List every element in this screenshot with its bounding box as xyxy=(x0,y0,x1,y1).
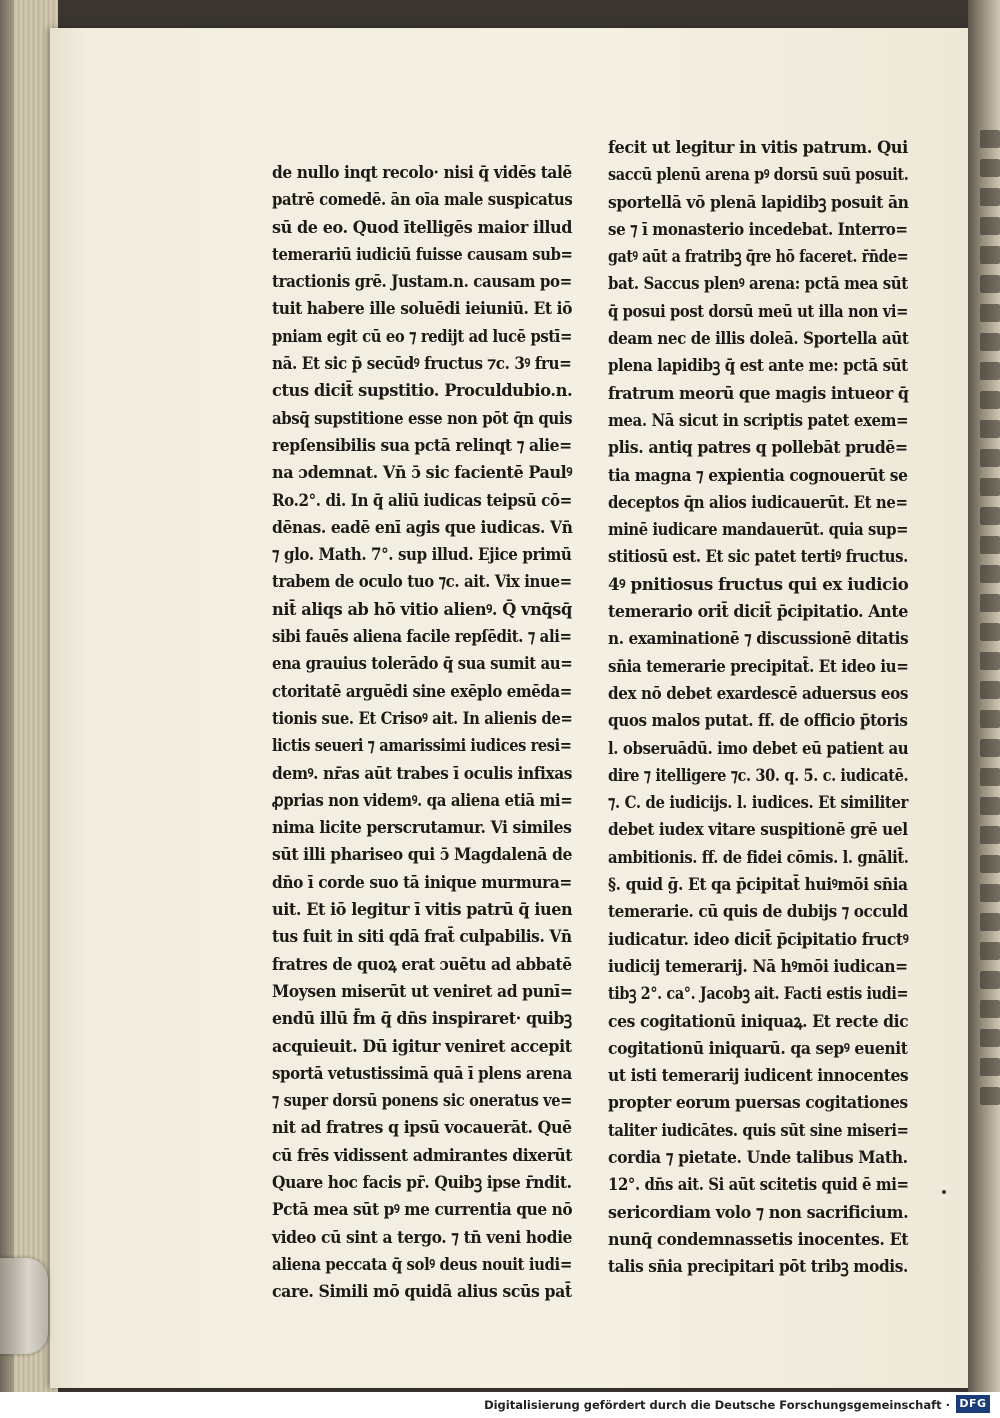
text-line: taliter iudicātes. quis sūt sine miseri= xyxy=(608,1120,909,1141)
text-line: uit. Et iō legitur ī vitis patrū q̄ iuen xyxy=(272,900,573,921)
text-line: nima licite perscrutamur. Vi similes xyxy=(272,818,572,839)
text-line: n. examinationē ⁊ discussionē ditatis xyxy=(608,629,909,650)
text-line: tibꝫ 2°. ca°. Jacobꝫ ait. Facti estis iudi= xyxy=(608,984,909,1005)
text-line: absq̄ supstitione esse non pōt q̄n quis xyxy=(272,408,573,429)
text-line: gatꝰ aūt a fratribꝫ q̄re hō faceret. r̄n̄de= xyxy=(608,247,909,268)
text-line: sibi fauēs aliena facile repſēdit. ⁊ ali= xyxy=(272,627,572,648)
text-line: q̄ posui post dorsū meū ut illa non vi= xyxy=(608,301,909,322)
footer-credit: Digitalisierung gefördert durch die Deutsche Forschungsgemeinschaft · xyxy=(484,1398,950,1412)
text-line: deam nec de illis doleā. Sportella aūt xyxy=(608,329,909,350)
page-clip xyxy=(0,1258,48,1354)
text-line: nit̄ aliqs ab hō vitio alienꝰ. Q̄ vnq̄sq̄ xyxy=(272,599,572,620)
text-line: ces cogitationū iniquaꝝ. Et recte dic xyxy=(608,1011,909,1032)
text-line: ⁊ super dorsū ponens sic oneratus ve= xyxy=(272,1091,573,1112)
text-line: demꝰ. nr̄as aūt trabes ī oculis infixas xyxy=(272,763,573,784)
text-line: pniam egit cū eo ⁊ redijt ad lucē pstī= xyxy=(272,326,573,347)
text-line: patrē comedē. ān oīa male suspicatus xyxy=(272,190,573,211)
text-line: propter eorum puersas cogitationes xyxy=(608,1093,908,1114)
text-line: sportellā vō plenā lapidibꝫ posuit ān xyxy=(608,192,909,213)
text-line: cogitationū iniquarū. qa sepꝰ euenit xyxy=(608,1038,908,1059)
text-line: dex nō debet exardescē aduersus eos xyxy=(608,683,909,704)
text-line: deceptos q̄n alios iudicauerūt. Et ne= xyxy=(608,492,908,513)
text-line: sericordiam volo ⁊ non sacrificium. xyxy=(608,1202,909,1223)
text-line: nunq̄ condemnassetis inocentes. Et xyxy=(608,1229,909,1250)
neighbour-page-text xyxy=(980,130,1000,1150)
text-line: tia magna ⁊ expientia cognouerūt se xyxy=(608,465,908,486)
text-line: iudicij temerarij. Nā hꝰmōi iudican= xyxy=(608,956,908,977)
text-line: talis sn̄ia precipitari pōt tribꝫ modis. xyxy=(608,1257,908,1278)
text-line: cū frēs vidissent admirantes dixerūt xyxy=(272,1145,573,1166)
text-line: §. quid ḡ. Et qa p̄cipitat̄ huiꝰmōi sn̄ia xyxy=(608,875,908,896)
text-line: ctus dicit̄ supstitio. Proculdubio.n. xyxy=(272,381,573,402)
text-line: lictis seueri ⁊ amarissimi iudices resi= xyxy=(272,736,572,757)
text-line: dn̄o ī corde suo tā inique murmura= xyxy=(272,872,572,893)
text-column-right xyxy=(608,135,908,1281)
text-line: se ⁊ ī monasterio incedebat. Interro= xyxy=(608,219,908,240)
text-line: 12°. dn̄s ait. Si aūt scitetis quid ē mi= xyxy=(608,1175,909,1196)
text-line: acquieuit. Dū igitur veniret accepit xyxy=(272,1036,572,1057)
text-line: ut isti temerarij iudicent innocentes xyxy=(608,1066,909,1087)
text-line: tuit habere ille soluēdi ieiuniū. Et iō xyxy=(272,299,573,320)
text-line: fecit ut legitur in vitis patrum. Qui xyxy=(608,138,908,158)
text-line: na ɔdemnat. Vn̄ ɔ̄ sic facientē Paulꝰ xyxy=(272,463,573,484)
text-line: cordia ⁊ pietate. Unde talibus Math. xyxy=(608,1147,908,1168)
text-line: temerario orit̄ dicit̄ p̄cipitatio. Ante xyxy=(608,602,908,623)
text-line: stitiosū est. Et sic patet tertiꝰ fructus. xyxy=(608,547,908,568)
text-line: endū illū f̄m q̄ dn̄s inspiraret· quibꝫ xyxy=(272,1009,572,1030)
text-line: care. Simili mō quidā alius scūs pat̄ xyxy=(272,1282,572,1303)
text-line: mea. Nā sicut in scriptis patet exem= xyxy=(608,410,909,431)
text-line: fratrum meorū que magis intueor q̄ xyxy=(608,383,909,404)
text-line: de nullo inqt recolo· nisi q̄ vidēs talē xyxy=(272,163,572,183)
text-line: dēnas. eadē enī agis que iudicas. Vn̄ xyxy=(272,517,573,538)
text-line: bat. Saccus plenꝰ arena: pctā mea sūt xyxy=(608,274,908,295)
text-line: Ro.2°. di. In q̄ aliū iudicas teipsū cō= xyxy=(272,490,572,511)
text-line: debet iudex vitare suspitionē grē uel xyxy=(608,820,908,841)
page-edge-shadow xyxy=(0,0,14,1392)
text-line: plis. antiq patres q pollebāt prudē= xyxy=(608,438,908,459)
text-line: ⁊. C. de iudicijs. l. iudices. Et similiter xyxy=(608,793,908,814)
text-line: fratres de quoꝝ erat ɔuētu ad abbatē xyxy=(272,954,572,975)
text-line: sūt illi phariseo qui ɔ̄ Magdalenā de xyxy=(272,845,573,866)
text-line: iudicatur. ideo dicit̄ p̄cipitatio fructꝰ xyxy=(608,929,909,950)
text-line: 4ꝰ pnitiosus fructus qui ex iudicio xyxy=(608,574,909,595)
text-line: quos malos putat. ff. de officio p̄toris xyxy=(608,711,908,732)
text-line: Pctā mea sūt pꝰ me currentia que nō xyxy=(272,1200,573,1221)
text-line: temerariū iudiciū fuisse causam sub= xyxy=(272,244,573,265)
text-line: temerarie. cū quis de dubijs ⁊ occuld xyxy=(608,902,908,923)
text-line: sn̄ia temerarie precipitat̄. Et ideo iu= xyxy=(608,656,909,677)
text-line: nit ad fratres q ipsū vocauerāt. Quē xyxy=(272,1118,572,1139)
text-line: Quare hoc facis pr̄. Quibꝫ ipse r̄ndit. xyxy=(272,1172,572,1193)
page-speck xyxy=(942,1190,946,1194)
text-line: ꝓprias non videmꝰ. qa aliena etiā mi= xyxy=(272,790,573,811)
footer-bar xyxy=(0,1392,1000,1418)
text-line: Moysen miserūt ut veniret ad punī= xyxy=(272,981,573,1002)
text-line: dire ⁊ itelligere ⁊c. 30. q. 5. c. iudicatē. xyxy=(608,765,909,786)
text-line: sū de eo. Quod ītelligēs maior illud xyxy=(272,217,573,238)
text-line: tionis sue. Et Crisoꝰ ait. In alienis de= xyxy=(272,708,573,729)
text-column-left xyxy=(272,160,572,1306)
text-line: saccū plenū arena pꝰ dorsū suū posuit. xyxy=(608,165,909,186)
text-line: minē iudicare mandauerūt. quia sup= xyxy=(608,520,909,541)
dfg-logo: DFG xyxy=(956,1395,990,1413)
text-line: tus fuit in siti qdā frat̄ culpabilis. Vn̄ xyxy=(272,927,572,948)
text-line: ena grauius tolerādo q̄ sua sumit au= xyxy=(272,654,573,675)
text-line: plena lapidibꝫ q̄ est ante me: pctā sūt xyxy=(608,356,908,377)
text-line: ambitionis. ff. de fidei cōmis. l. gnālit̄. xyxy=(608,847,909,868)
text-line: ⁊ glo. Math. 7°. sup illud. Ejice primū xyxy=(272,545,572,566)
text-line: repſensibilis sua pctā relinqt ⁊ alie= xyxy=(272,435,572,456)
text-line: tractionis grē. Justam.n. causam po= xyxy=(272,272,572,293)
text-line: aliena peccata q̄ solꝰ deus nouit iudi= xyxy=(272,1254,572,1275)
text-line: ctoritatē arguēdi sine exēplo emēda= xyxy=(272,681,572,702)
text-line: l. obseruādū. imo debet eū patient au xyxy=(608,738,909,759)
text-line: trabem de oculo tuo ⁊c. ait. Vix inue= xyxy=(272,572,572,593)
text-line: nā. Et sic p̄ secūdꝰ fructus ⁊c. 3ꝰ fru= xyxy=(272,354,572,375)
text-line: video cū sint a tergo. ⁊ tn̄ veni hodie xyxy=(272,1227,573,1248)
text-line: sportā vetustissimā quā ī plens arena xyxy=(272,1063,572,1084)
